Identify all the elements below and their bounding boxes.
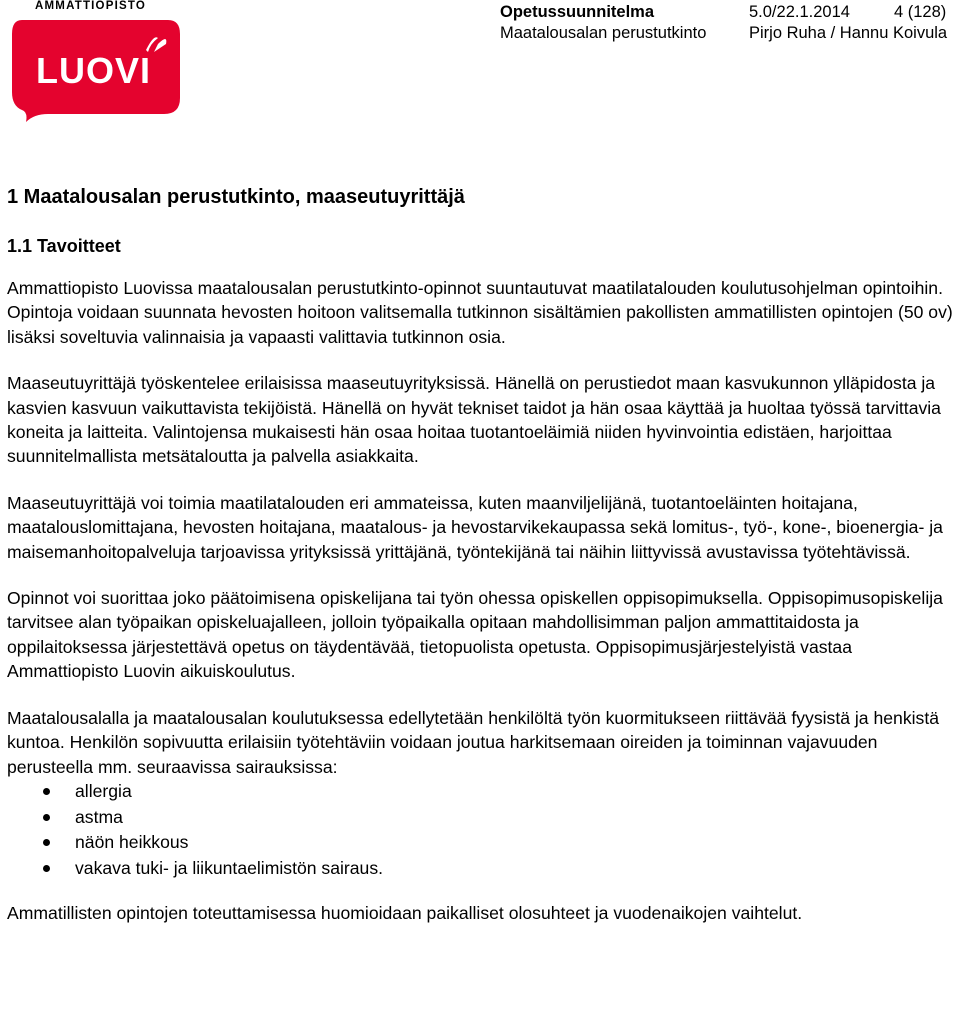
logo-wordmark: LUOVI [36,50,152,91]
header-title: Opetussuunnitelma [500,3,655,21]
paragraph: Opinnot voi suorittaa joko päätoimisena opiskelijana tai työn ohessa opiskellen oppisopimuksella. Oppisopimusopiskelija tarvitsee alan työpaikan opiskeluajalleen, jolloin työpaikalla opitaan mahdollisimman paljon ammattitaidosta ja oppilaitoksessa järjestettävä opetus on täydentävää, tietopuolista opetusta. Oppisopimusjärjestelyistä vastaa Ammattiopisto Luovin aikuiskoulutus. [7,588,943,682]
header-subtitle: Maatalousalan perustutkinto [500,24,707,42]
paragraph: Maatalousalalla ja maatalousalan koulutuksessa edellytetään henkilöltä työn kuormitukseen riittävää fyysistä ja henkistä kuntoa. Henkilön sopivuutta erilaisiin työtehtäviin voidaan joutua harkitsemaan oireiden ja toiminnan vajavuuden perusteella mm. seuraavissa sairauksissa: [7,707,940,777]
logo-org-text: AMMATTIOPISTO [35,0,147,12]
paragraph: Ammatillisten opintojen toteuttamisessa huomioidaan paikalliset olosuhteet ja vuodenaikojen vaihtelut. [7,903,803,924]
header-authors: Pirjo Ruha / Hannu Koivula [749,24,948,42]
document-body [7,184,957,948]
paragraph: Maaseutuyrittäjä voi toimia maatilatalouden eri ammateissa, kuten maanviljelijänä, tuotantoeläinten hoitajana, maatalouslomittajana, hevosten hoitajana, maatalous- ja hevostarvikekaupassa sekä lomitus-, työ-, kone-, bioenergia- ja maisemanhoitopalveluja tarjoavissa yrityksissä yrittäjänä, työntekijänä tai näihin liittyvissä avustavissa työtehtävissä. [7,492,943,562]
subsection-heading: 1.1 Tavoitteet [7,236,121,256]
list-item: näön heikkous [7,830,957,856]
paragraph: Maaseutuyrittäjä työskentelee erilaisissa maaseutuyrityksissä. Hänellä on perustiedot maan kasvukunnon ylläpidosta ja kasvien kasvuun vaikuttavista tekijöistä. Hänellä on hyvät tekniset taidot ja hän osaa käyttää ja huoltaa työssä tarvittavia koneita ja laitteita. Valintojensa mukaisesti hän osaa hoitaa tuotantoeläimiä niiden hyvinvointia edistäen, harjoittaa suunnitelmallista metsätaloutta ja palvella asiakkaita. [7,373,941,467]
list-item: astma [7,805,957,831]
bullet-list [7,779,957,881]
list-item: allergia [7,779,957,805]
paragraph: Ammattiopisto Luovissa maatalousalan perustutkinto-opinnot suuntautuvat maatilatalouden koulutusohjelman opintoihin. Opintoja voidaan suunnata hevosten hoitoon valitsemalla tutkinnon sisältämien pakollisten ammatillisten opintojen (50 ov) lisäksi soveltuvia valinnaisia ja vapaasti valittavia tutkinnon osia. [7,278,953,347]
header-page-number: 4 (128) [894,3,947,21]
section-heading: 1 Maatalousalan perustutkinto, maaseutuyrittäjä [7,186,465,208]
luovi-logo [8,0,183,124]
header-version-date: 5.0/22.1.2014 [749,3,850,21]
list-item: vakava tuki- ja liikuntaelimistön sairaus. [7,856,957,882]
